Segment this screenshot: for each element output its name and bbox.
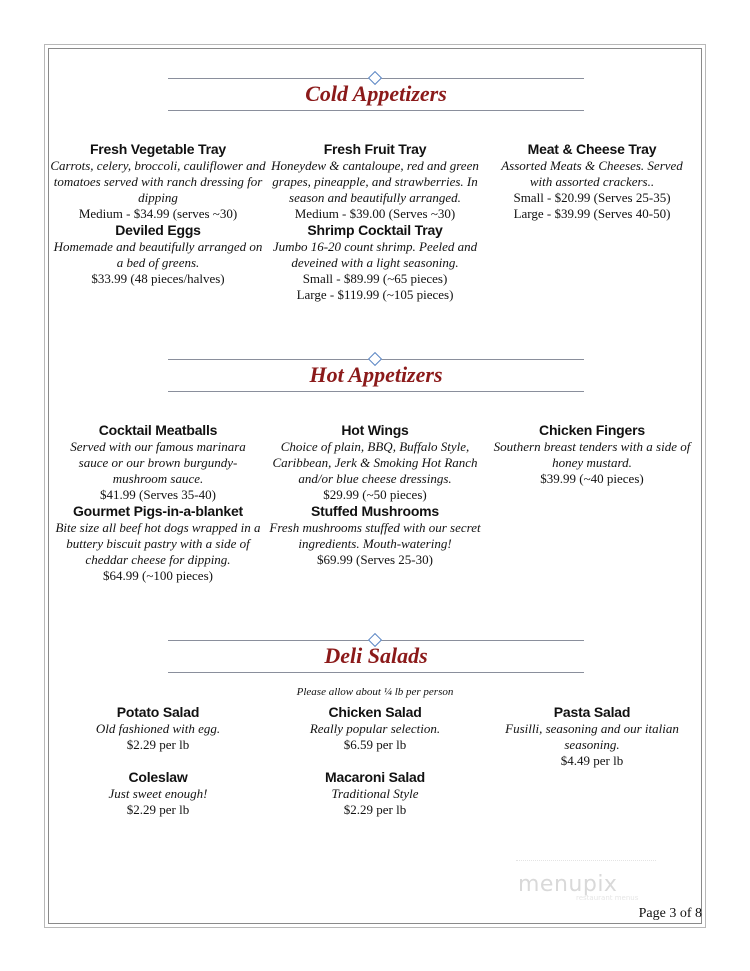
item-name: Meat & Cheese Tray [527, 141, 657, 157]
section-title: Deli Salads [324, 643, 428, 668]
item-description: Homemade and beautifully arranged on a bed of greens. [53, 239, 263, 270]
menu-item-chicken-salad [267, 704, 483, 753]
item-description: Choice of plain, BBQ, Buffalo Style, Caribbean, Jerk & Smoking Hot Ranch and/or blue cheese dressings. [272, 439, 478, 486]
watermark-rule [516, 860, 656, 861]
item-name: Stuffed Mushrooms [310, 503, 440, 519]
menu-item-gourmet-pigs-in-a-blanket [50, 503, 266, 584]
hot-appetizers-header [168, 353, 584, 397]
item-name: Coleslaw [128, 769, 188, 785]
menu-item-macaroni-salad [267, 769, 483, 818]
menu-item-deviled-eggs [50, 222, 266, 287]
item-name: Shrimp Cocktail Tray [307, 222, 443, 238]
item-name: Chicken Fingers [539, 422, 645, 438]
item-price: Large - $119.99 (~105 pieces) [296, 287, 454, 302]
menu-item-hot-wings [267, 422, 483, 503]
item-price: $2.29 per lb [126, 737, 190, 752]
item-description: Just sweet enough! [108, 786, 208, 801]
item-name: Pasta Salad [553, 704, 631, 720]
header-rule [168, 110, 584, 111]
menu-item-stuffed-mushrooms [267, 503, 483, 568]
section-title: Cold Appetizers [305, 81, 447, 106]
item-price: Small - $20.99 (Serves 25-35) [513, 190, 671, 205]
item-price: $64.99 (~100 pieces) [103, 568, 213, 583]
item-price: $2.29 per lb [126, 802, 190, 817]
item-description: Served with our famous marinara sauce or our brown burgundy-mushroom sauce. [70, 439, 246, 486]
item-price: Medium - $39.00 (Serves ~30) [294, 206, 456, 221]
item-price: Medium - $34.99 (serves ~30) [78, 206, 238, 221]
watermark-tagline: restaurant menus [576, 894, 639, 902]
serving-note: Please allow about ¼ lb per person [296, 686, 454, 698]
item-name: Macaroni Salad [325, 769, 425, 785]
item-description: Honeydew & cantaloupe, red and green grapes, pineapple, and strawberries. In season and beautifully arranged. [271, 158, 479, 205]
item-description: Really popular selection. [309, 721, 441, 736]
deli-salads-header [168, 634, 584, 678]
menu-item-potato-salad [50, 704, 266, 753]
item-description: Jumbo 16-20 count shrimp. Peeled and deveined with a light seasoning. [272, 239, 478, 270]
page-number: Page 3 of 8 [638, 906, 702, 921]
item-name: Potato Salad [116, 704, 200, 720]
item-name: Deviled Eggs [115, 222, 201, 238]
item-name: Cocktail Meatballs [98, 422, 218, 438]
item-name: Chicken Salad [328, 704, 422, 720]
section-title: Hot Appetizers [309, 362, 443, 387]
item-price: $33.99 (48 pieces/halves) [91, 271, 225, 286]
item-price: $29.99 (~50 pieces) [323, 487, 427, 502]
watermark-logo: menupix [518, 872, 618, 897]
item-price: $6.59 per lb [343, 737, 407, 752]
item-price: Large - $39.99 (Serves 40-50) [513, 206, 671, 221]
item-name: Hot Wings [341, 422, 409, 438]
item-description: Traditional Style [331, 786, 419, 801]
item-name: Gourmet Pigs-in-a-blanket [72, 503, 244, 519]
item-description: Fusilli, seasoning and our italian seasoning. [505, 721, 679, 752]
item-price: $39.99 (~40 pieces) [540, 471, 644, 486]
item-description: Bite size all beef hot dogs wrapped in a buttery biscuit pastry with a side of cheddar cheese for dipping. [55, 520, 261, 567]
menu-item-meat-cheese-tray [484, 141, 700, 222]
menu-item-cocktail-meatballs [50, 422, 266, 503]
menu-item-pasta-salad [484, 704, 700, 769]
menu-item-coleslaw [50, 769, 266, 818]
item-price: $41.99 (Serves 35-40) [100, 487, 216, 502]
item-name: Fresh Vegetable Tray [89, 141, 227, 157]
item-price: $2.29 per lb [343, 802, 407, 817]
menu-item-chicken-fingers [484, 422, 700, 487]
item-description: Old fashioned with egg. [95, 721, 221, 736]
item-name: Fresh Fruit Tray [323, 141, 427, 157]
item-price: $69.99 (Serves 25-30) [317, 552, 433, 567]
item-description: Assorted Meats & Cheeses. Served with assorted crackers.. [501, 158, 683, 189]
menupix-watermark [512, 860, 662, 910]
header-rule [168, 672, 584, 673]
menu-item-fresh-fruit-tray [267, 141, 483, 222]
header-rule [168, 391, 584, 392]
menu-item-fresh-vegetable-tray [50, 141, 266, 222]
item-price: $4.49 per lb [560, 753, 624, 768]
item-price: Small - $89.99 (~65 pieces) [302, 271, 448, 286]
item-description: Southern breast tenders with a side of honey mustard. [493, 439, 691, 470]
item-description: Carrots, celery, broccoli, cauliflower and tomatoes served with ranch dressing for dipping [50, 158, 266, 205]
cold-appetizers-header [168, 72, 584, 116]
item-description: Fresh mushrooms stuffed with our secret ingredients. Mouth-watering! [269, 520, 481, 551]
menu-item-shrimp-cocktail-tray [267, 222, 483, 303]
